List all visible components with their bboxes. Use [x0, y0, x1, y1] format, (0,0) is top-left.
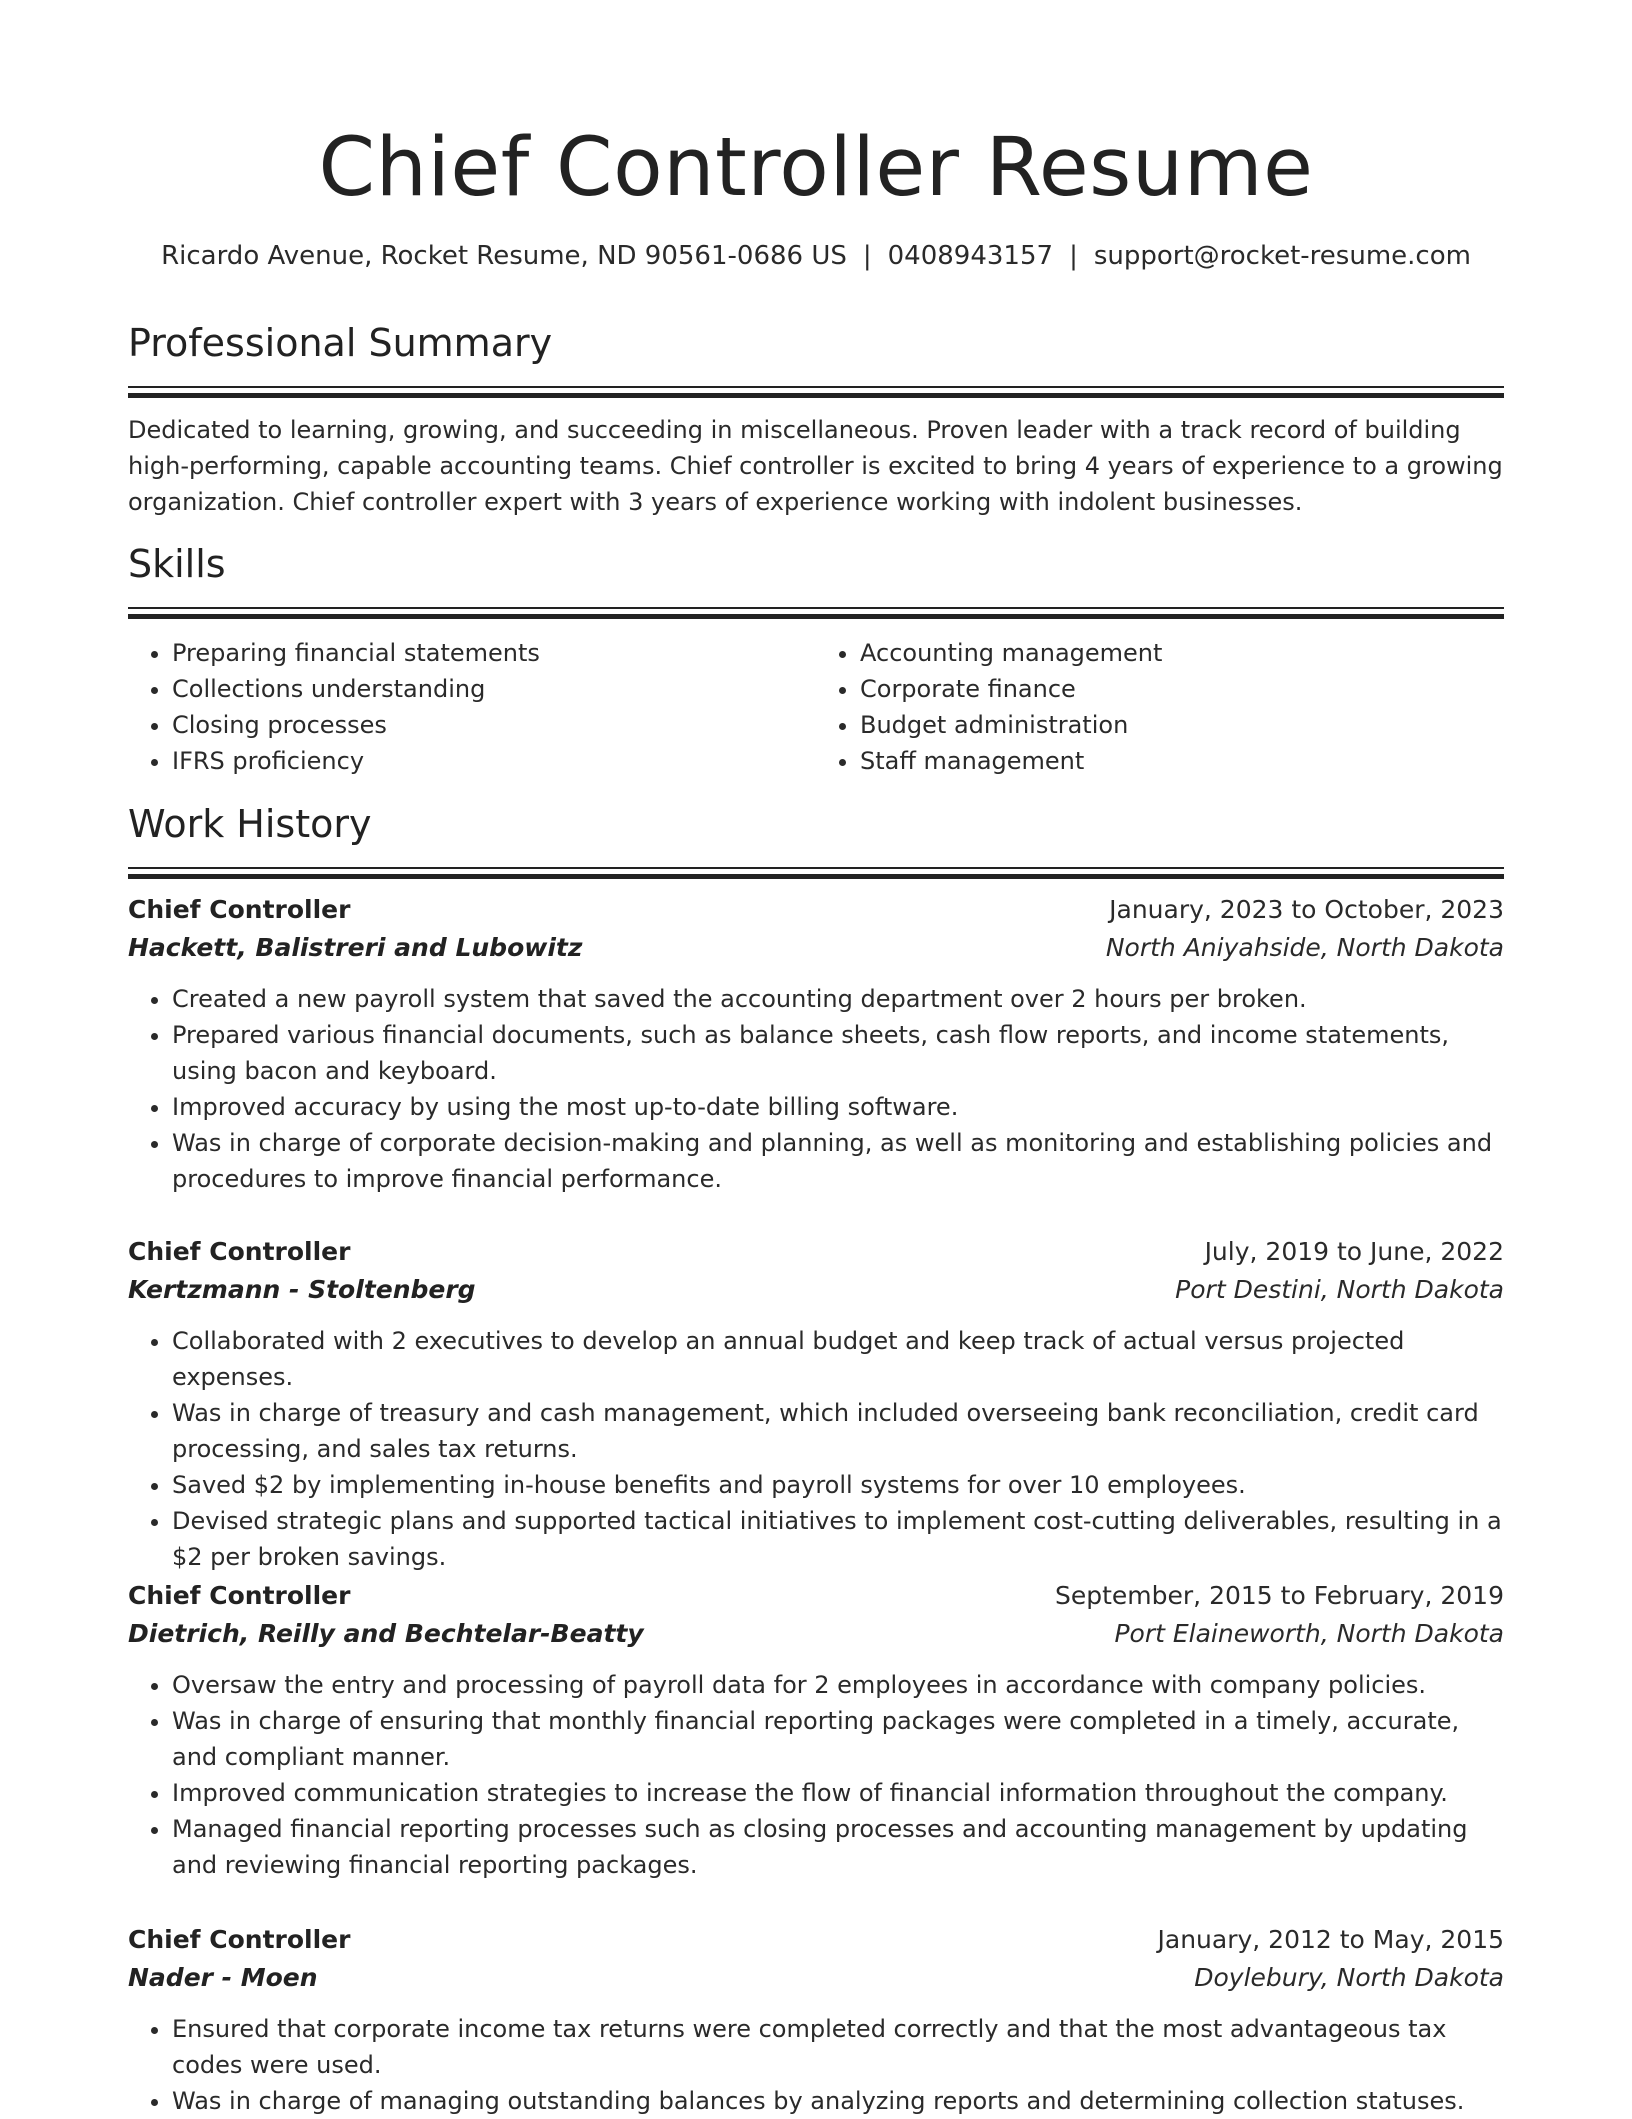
job-dates: January, 2023 to October, 2023 [1109, 895, 1504, 924]
job-bullet-list [128, 981, 1504, 1197]
contact-email: support@rocket-resume.com [1093, 241, 1471, 271]
summary-section [128, 318, 1504, 520]
job-title: Chief Controller [128, 1237, 351, 1266]
job-bullet: • Ensured that corporate income tax returns were completed correctly and that the most advantageous tax codes were used. [172, 2011, 1504, 2083]
job-bullet: • Managed financial reporting processes such as closing processes and accounting management by updating and reviewing financial reporting packages. [172, 1811, 1504, 1883]
contact-separator: | [862, 241, 872, 271]
contact-separator: | [1069, 241, 1078, 271]
job-bullet-list [128, 1323, 1504, 1575]
job-entry [128, 1921, 1504, 2119]
job-bullet-list [128, 2011, 1504, 2119]
contact-phone: 0408943157 [887, 241, 1054, 271]
job-title: Chief Controller [128, 1925, 351, 1954]
job-bullet: • Oversaw the entry and processing of payroll data for 2 employees in accordance with company policies. [172, 1667, 1504, 1703]
skill-item: • Collections understanding [172, 671, 816, 707]
section-divider [128, 607, 1504, 619]
job-dates: July, 2019 to June, 2022 [1204, 1237, 1504, 1266]
job-entry [128, 1233, 1504, 1575]
job-bullet: • Created a new payroll system that saved the accounting department over 2 hours per broken. [172, 981, 1504, 1017]
job-subheader-row [128, 929, 1504, 967]
job-entry [128, 891, 1504, 1197]
resume-title: Chief Controller Resume [318, 121, 1314, 215]
job-bullet: • Saved $2 by implementing in-house benefits and payroll systems for over 10 employees. [172, 1467, 1504, 1503]
job-title: Chief Controller [128, 1581, 351, 1610]
job-entry [128, 1577, 1504, 1883]
job-bullet: • Improved communication strategies to increase the flow of financial information throughout the company. [172, 1775, 1504, 1811]
skill-item: • Corporate finance [860, 671, 1504, 707]
job-bullet: • Was in charge of treasury and cash management, which included overseeing bank reconciliation, credit card processing, and sales tax returns. [172, 1395, 1504, 1467]
summary-text: Dedicated to learning, growing, and succeeding in miscellaneous. Proven leader with a track record of building high-performing, capable accounting teams. Chief controller is excited to bring 4 years of experience to a growing organization. Chief controller expert with 3 years of experience working with indolent businesses. [128, 416, 1503, 516]
skill-item: • Closing processes [172, 707, 816, 743]
job-location: Port Destini, North Dakota [1175, 1275, 1504, 1304]
job-bullet: • Was in charge of managing outstanding balances by analyzing reports and determining collection statuses. [172, 2083, 1504, 2119]
skill-item: • Staff management [860, 743, 1504, 779]
job-bullet: • Improved accuracy by using the most up-to-date billing software. [172, 1089, 1504, 1125]
section-divider [128, 386, 1504, 398]
job-dates: January, 2012 to May, 2015 [1157, 1925, 1504, 1954]
job-subheader-row [128, 1615, 1504, 1653]
job-bullet: • Devised strategic plans and supported tactical initiatives to implement cost-cutting deliverables, resulting in a $2 per broken savings. [172, 1503, 1504, 1575]
job-bullet: • Was in charge of corporate decision-making and planning, as well as monitoring and establishing policies and procedures to improve financial performance. [172, 1125, 1504, 1197]
job-subheader-row [128, 1271, 1504, 1309]
job-header-row [128, 1577, 1504, 1615]
job-location: Port Elaineworth, North Dakota [1114, 1619, 1504, 1648]
section-heading-skills: Skills [128, 542, 226, 586]
job-title: Chief Controller [128, 895, 351, 924]
job-company: Dietrich, Reilly and Bechtelar-Beatty [128, 1619, 644, 1648]
job-subheader-row [128, 1959, 1504, 1997]
job-company: Kertzmann - Stoltenberg [128, 1275, 476, 1304]
skills-list-right [816, 635, 1504, 779]
job-location: Doylebury, North Dakota [1194, 1963, 1504, 1992]
job-bullet: • Was in charge of ensuring that monthly financial reporting packages were completed in a timely, accurate, and compliant manner. [172, 1703, 1504, 1775]
job-header-row [128, 1921, 1504, 1959]
skill-item: • Budget administration [860, 707, 1504, 743]
job-bullet: • Prepared various financial documents, such as balance sheets, cash flow reports, and income statements, using bacon and keyboard. [172, 1017, 1504, 1089]
contact-address: Ricardo Avenue, Rocket Resume, ND 90561-0686 US [161, 241, 847, 271]
job-company: Nader - Moen [128, 1963, 318, 1992]
section-heading-work-history: Work History [128, 802, 372, 846]
job-company: Hackett, Balistreri and Lubowitz [128, 933, 583, 962]
job-bullet-list [128, 1667, 1504, 1883]
skills-columns [128, 635, 1504, 779]
skills-section [128, 539, 1504, 779]
skills-list-left [128, 635, 816, 779]
skill-item: • Preparing financial statements [172, 635, 816, 671]
job-header-row [128, 891, 1504, 929]
job-dates: September, 2015 to February, 2019 [1055, 1581, 1504, 1610]
job-header-row [128, 1233, 1504, 1271]
section-divider [128, 867, 1504, 879]
contact-line [128, 236, 1504, 276]
work-history-section [128, 799, 1504, 879]
section-heading-summary: Professional Summary [128, 321, 553, 365]
skill-item: • Accounting management [860, 635, 1504, 671]
job-location: North Aniyahside, North Dakota [1105, 933, 1504, 962]
skill-item: • IFRS proficiency [172, 743, 816, 779]
job-bullet: • Collaborated with 2 executives to develop an annual budget and keep track of actual versus projected expenses. [172, 1323, 1504, 1395]
